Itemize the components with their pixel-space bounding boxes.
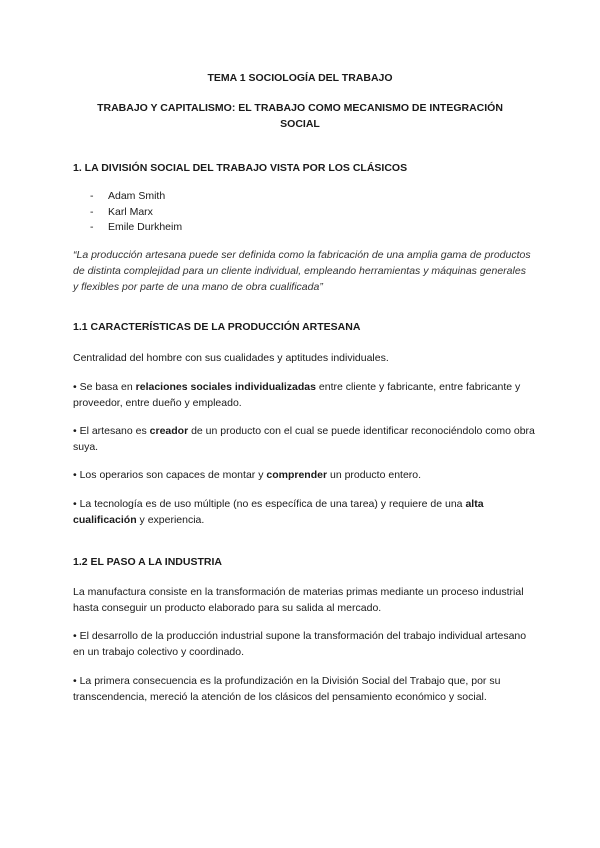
document-subtitle: TRABAJO Y CAPITALISMO: EL TRABAJO COMO MECANISMO DE INTEGRACIÓN SOCIAL	[97, 102, 503, 130]
text-run: entre cliente y fabricante, entre fabricante y proveedor, entre dueño y empleado.	[73, 381, 521, 409]
bullet-paragraph	[73, 423, 535, 455]
section-1-1-heading: 1.1 CARACTERÍSTICAS DE LA PRODUCCIÓN ARTESANA	[73, 321, 361, 333]
bullet-paragraph	[73, 496, 535, 528]
bold-text: creador	[149, 425, 189, 437]
bold-text: relaciones sociales individualizadas	[135, 381, 316, 393]
paragraph: La manufactura consiste en la transformación de materias primas mediante un proceso industrial hasta conseguir un producto elaborado para su salida al mercado.	[73, 586, 524, 614]
definition-quote: “La producción artesana puede ser definida como la fabricación de una amplia gama de productos de distinta complejidad para un cliente individual, empleando herramientas y máquinas generales y flexibles por parte de una mano de obra cualificada”	[73, 249, 531, 293]
bullet-paragraph	[73, 467, 535, 483]
text-run: un producto entero.	[327, 469, 422, 481]
text-run: • La tecnología es de uso múltiple (no es específica de una tarea) y requiere de una	[73, 498, 466, 510]
text-run: • El artesano es	[73, 425, 150, 437]
section-1-2-heading: 1.2 EL PASO A LA INDUSTRIA	[73, 556, 222, 568]
text-run: y experiencia.	[136, 514, 205, 526]
dash-marker: -	[90, 221, 94, 233]
dash-marker: -	[90, 205, 94, 218]
bold-text: alta cualificación	[73, 498, 484, 526]
author-name: Karl Marx	[108, 205, 153, 218]
text-run: de un producto con el cual se puede identificar reconociéndolo como obra suya.	[73, 425, 535, 453]
bullet-paragraph	[73, 379, 535, 411]
text-run: • Los operarios son capaces de montar y	[73, 469, 267, 481]
section-1-heading: 1. LA DIVISIÓN SOCIAL DEL TRABAJO VISTA POR LOS CLÁSICOS	[73, 162, 408, 174]
list-item	[90, 220, 182, 236]
section-1-1-intro: Centralidad del hombre con sus cualidades y aptitudes individuales.	[73, 352, 389, 364]
authors-list	[90, 189, 182, 236]
text-run: • Se basa en	[73, 381, 136, 393]
author-name: Adam Smith	[108, 190, 166, 202]
bold-text: comprender	[266, 469, 328, 481]
list-item	[90, 205, 182, 221]
bullet-paragraph: • La primera consecuencia es la profundización en la División Social del Trabajo que, por su transcendencia, mereció la atención de los clásicos del pensamiento económico y social.	[73, 675, 501, 703]
dash-marker: -	[90, 190, 94, 202]
author-name: Emile Durkheim	[108, 221, 183, 233]
bullet-paragraph: • El desarrollo de la producción industrial supone la transformación del trabajo individual artesano en un trabajo colectivo y coordinado.	[73, 630, 527, 658]
list-item	[90, 189, 182, 205]
document-title: TEMA 1 SOCIOLOGÍA DEL TRABAJO	[207, 72, 393, 84]
